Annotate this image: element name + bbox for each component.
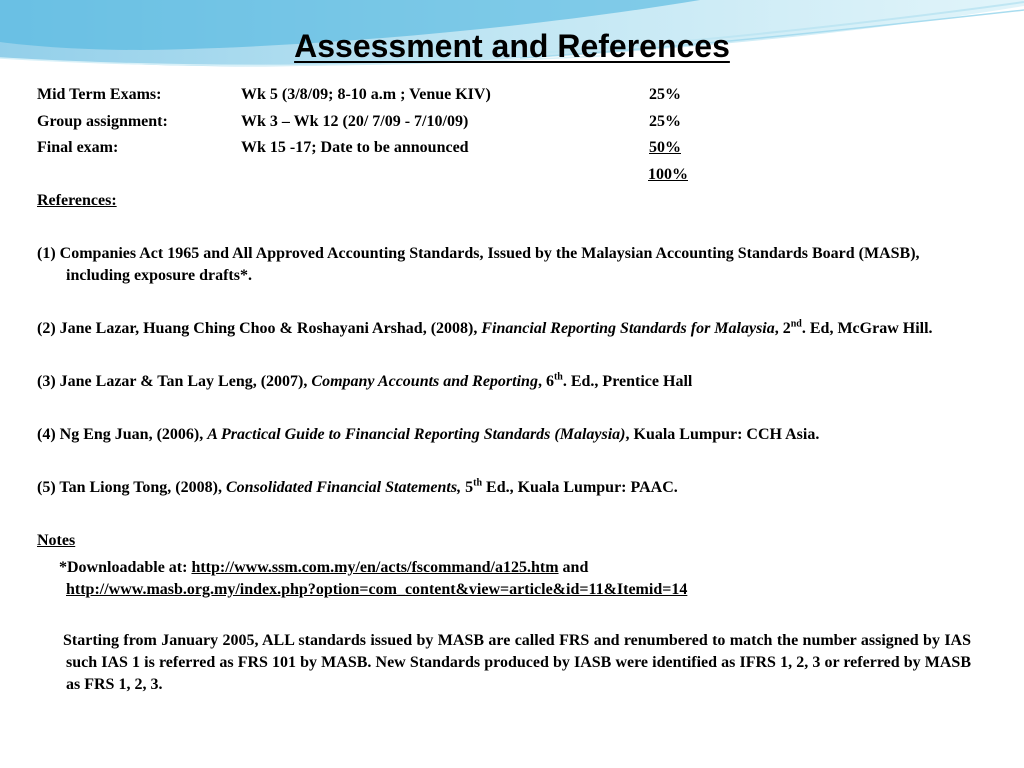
frs-note-paragraph: Starting from January 2005, ALL standards issued by MASB are called FRS and renumbered to match the number assigned by IAS such IAS 1 is referred as FRS 101 by MASB. New Standards produced by IASB were identified as IFRS 1, 2, 3 or referred by MASB as FRS 1, 2, 3. xyxy=(63,632,971,693)
assessment-row xyxy=(37,111,971,138)
assessment-row xyxy=(37,137,971,164)
masb-link[interactable]: http://www.masb.org.my/index.php?option=com_content&view=article&id=11&Itemid=14 xyxy=(66,581,688,598)
page-title: Assessment and References xyxy=(294,28,730,64)
reference-item: (4) Ng Eng Juan, (2006), A Practical Guide to Financial Reporting Standards (Malaysia), Kuala Lumpur: CCH Asia. xyxy=(37,426,820,443)
assessment-item: Mid Term Exams: xyxy=(37,86,162,103)
assessment-weight: 25% xyxy=(649,112,681,130)
assessment-detail: Wk 3 – Wk 12 (20/ 7/09 - 7/10/09) xyxy=(241,112,469,130)
assessment-total: 100% xyxy=(648,165,688,183)
reference-item: (1) Companies Act 1965 and All Approved Accounting Standards, Issued by the Malaysian Accounting Standards Board (MASB), including exposure drafts*. xyxy=(37,245,920,284)
assessment-item: Group assignment: xyxy=(37,112,168,130)
assessment-detail: Wk 5 (3/8/09; 8-10 a.m ; Venue KIV) xyxy=(241,86,491,103)
reference-item: (2) Jane Lazar, Huang Ching Choo & Roshayani Arshad, (2008), Financial Reporting Standards for Malaysia, 2nd. Ed, McGraw Hill. xyxy=(37,318,933,337)
references-heading: References: xyxy=(37,192,117,209)
assessment-row xyxy=(37,84,971,111)
reference-item: (3) Jane Lazar & Tan Lay Leng, (2007), Company Accounts and Reporting, 6th. Ed., Prentice Hall xyxy=(37,371,693,390)
assessment-total-row xyxy=(37,164,971,191)
assessment-weight: 25% xyxy=(649,86,681,103)
slide-content xyxy=(37,84,971,696)
assessment-item: Final exam: xyxy=(37,139,119,156)
assessment-weight: 50% xyxy=(649,139,681,156)
ssm-link[interactable]: http://www.ssm.com.my/en/acts/fscommand/a125.htm xyxy=(191,559,559,576)
assessment-detail: Wk 15 -17; Date to be announced xyxy=(241,139,469,156)
reference-item: (5) Tan Liong Tong, (2008), Consolidated Financial Statements, 5th Ed., Kuala Lumpur: PAAC. xyxy=(37,477,678,496)
download-note: *Downloadable at: http://www.ssm.com.my/en/acts/fscommand/a125.htm and http://www.masb.org.my/index.php?option=com_content&view=article&id=11&Itemid=14 xyxy=(59,559,688,598)
notes-heading: Notes xyxy=(37,532,76,549)
